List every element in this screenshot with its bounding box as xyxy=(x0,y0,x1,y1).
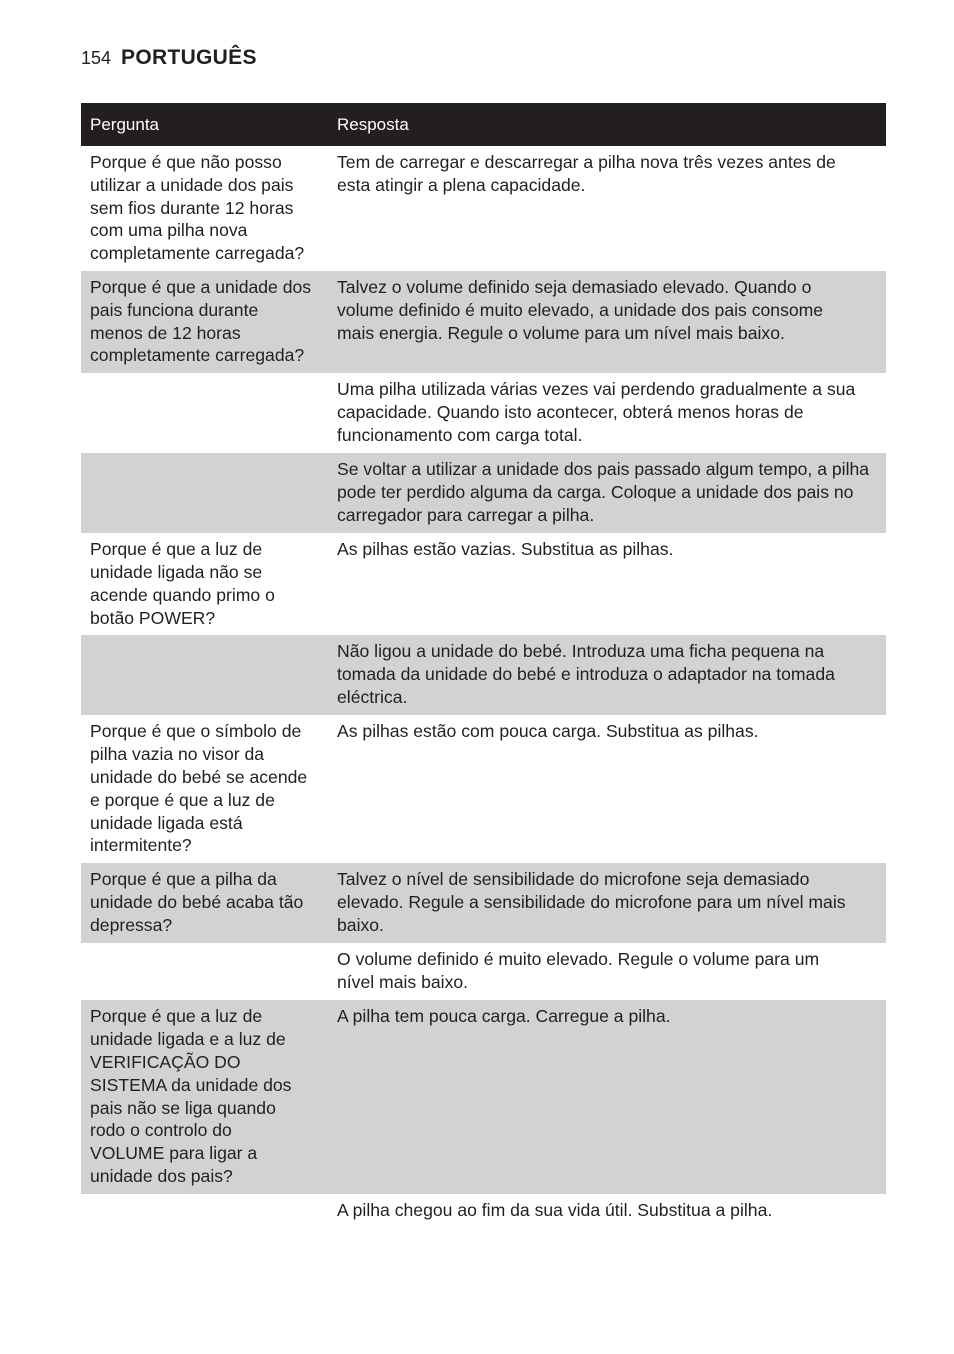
answer-cell: Se voltar a utilizar a unidade dos pais passado algum tempo, a pilha pode ter perdido alguma da carga. Coloque a unidade dos pais no carregador para carregar a pilha. xyxy=(337,459,870,525)
answer-cell: Não ligou a unidade do bebé. Introduza uma ficha pequena na tomada da unidade do bebé e introduza o adaptador na tomada eléctrica. xyxy=(337,641,835,707)
table-row xyxy=(81,453,886,533)
answer-cell: A pilha chegou ao fim da sua vida útil. Substitua a pilha. xyxy=(337,1199,773,1220)
faq-table xyxy=(81,103,886,1239)
answer-cell: As pilhas estão vazias. Substitua as pilhas. xyxy=(337,539,674,560)
question-cell xyxy=(81,378,329,447)
answer-cell: Tem de carregar e descarregar a pilha nova três vezes antes de esta atingir a plena capacidade. xyxy=(337,152,836,195)
answer-cell: Talvez o nível de sensibilidade do microfone seja demasiado elevado. Regule a sensibilidade do microfone para um nível mais baixo. xyxy=(337,869,846,935)
page-header xyxy=(81,46,257,76)
question-cell: Porque é que a unidade dos pais funciona durante menos de 12 horas completamente carregada? xyxy=(90,277,312,366)
answer-cell: A pilha tem pouca carga. Carregue a pilha. xyxy=(337,1006,671,1027)
question-cell: Porque é que a luz de unidade ligada e a luz de VERIFICAÇÃO DO SISTEMA da unidade dos pais não se liga quando rodo o controlo do VOLUME para ligar a unidade dos pais? xyxy=(90,1006,292,1186)
table-body xyxy=(81,146,886,1239)
question-cell: Porque é que o símbolo de pilha vazia no visor da unidade do bebé se acende e porque é que a luz de unidade ligada está intermitente? xyxy=(90,721,308,856)
table-row xyxy=(81,943,886,1000)
table-row xyxy=(81,863,886,943)
table-row xyxy=(81,533,886,635)
answer-cell: Talvez o volume definido seja demasiado elevado. Quando o volume definido é muito elevado, a unidade dos pais consome mais energia. Regule o volume para um nível mais baixo. xyxy=(337,277,824,343)
table-row xyxy=(81,635,886,715)
answer-cell: O volume definido é muito elevado. Regule o volume para um nível mais baixo. xyxy=(337,949,820,993)
table-row xyxy=(81,715,886,863)
answer-cell: Uma pilha utilizada várias vezes vai perdendo gradualmente a sua capacidade. Quando isto acontecer, obterá menos horas de funcionamento com carga total. xyxy=(337,379,856,445)
question-cell: Porque é que a luz de unidade ligada não se acende quando primo o botão POWER? xyxy=(90,539,275,628)
column-header-answer: Resposta xyxy=(337,114,409,134)
question-cell: Porque é que não posso utilizar a unidade dos pais sem fios durante 12 horas com uma pilha nova completamente carregada? xyxy=(90,152,305,264)
question-cell: Porque é que a pilha da unidade do bebé acaba tão depressa? xyxy=(90,869,304,935)
page-number: 154 xyxy=(81,48,112,68)
table-row xyxy=(81,146,886,271)
table-row xyxy=(81,1000,886,1193)
table-header-row xyxy=(81,103,886,146)
column-header-question: Pergunta xyxy=(90,114,159,134)
question-cell xyxy=(81,948,329,994)
question-cell xyxy=(81,458,329,527)
question-cell xyxy=(81,1199,329,1233)
table-row xyxy=(81,271,886,373)
table-row xyxy=(81,1194,886,1239)
page-language-title: PORTUGUÊS xyxy=(121,46,257,69)
answer-cell: As pilhas estão com pouca carga. Substitua as pilhas. xyxy=(337,721,759,742)
question-cell xyxy=(81,640,329,709)
table-row xyxy=(81,373,886,453)
